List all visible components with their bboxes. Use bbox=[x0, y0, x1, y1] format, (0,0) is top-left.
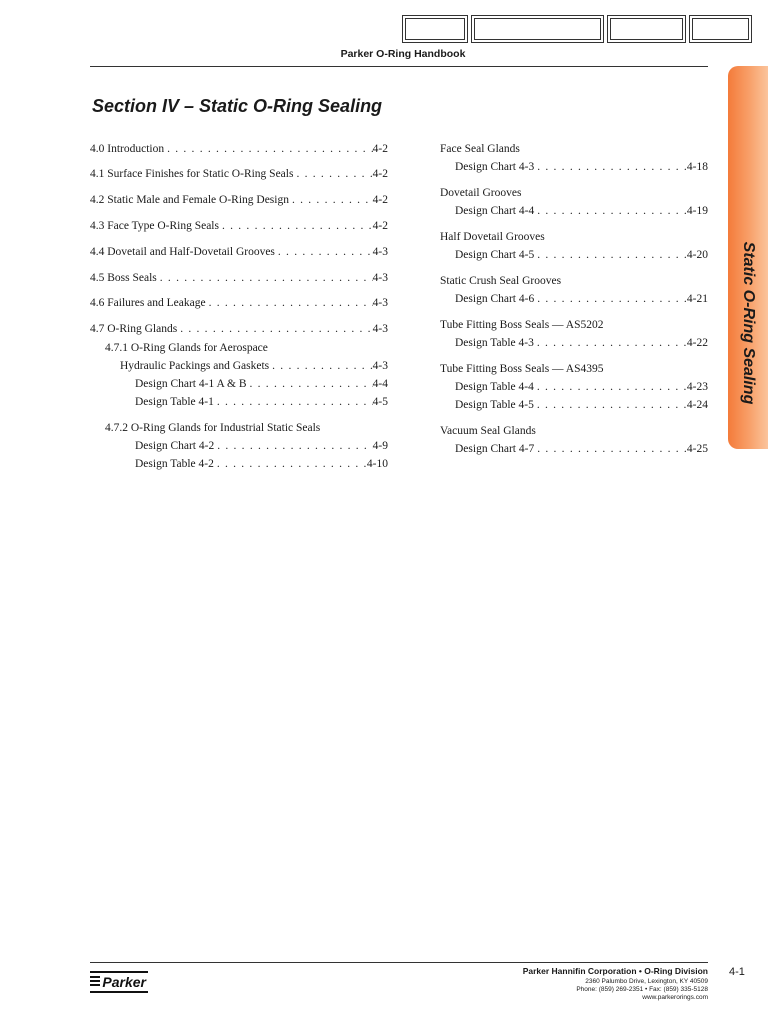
toc-entry-label: Design Chart 4-2 bbox=[135, 440, 215, 452]
leader-dots bbox=[293, 166, 372, 182]
leader-dots bbox=[534, 159, 687, 175]
toc-entry[interactable] bbox=[90, 218, 388, 234]
toc-entry-label: Design Chart 4-3 bbox=[455, 161, 535, 173]
leader-dots bbox=[214, 438, 372, 454]
footer-address: 2360 Palumbo Drive, Lexington, KY 40509 bbox=[585, 978, 708, 985]
toc-entry[interactable] bbox=[120, 358, 388, 374]
toc-entry[interactable] bbox=[90, 192, 388, 208]
section-title: Section IV – Static O-Ring Sealing bbox=[92, 96, 383, 116]
section-side-tab bbox=[728, 66, 768, 449]
toc-entry-label: Design Table 4-4 bbox=[455, 381, 534, 393]
toc-entry-label: Design Chart 4-1 A & B bbox=[135, 378, 247, 390]
toc-entry-label: Design Chart 4-4 bbox=[455, 205, 535, 217]
toc-entry[interactable] bbox=[455, 203, 708, 219]
footer-company: Parker Hannifin Corporation • O-Ring Division bbox=[522, 966, 708, 976]
toc-entry-label: 4.5 Boss Seals bbox=[90, 272, 157, 284]
toc-entry[interactable] bbox=[135, 394, 388, 410]
leader-dots bbox=[534, 379, 687, 395]
toc-entry-label: 4.1 Surface Finishes for Static O-Ring Seals bbox=[90, 168, 294, 180]
leader-dots bbox=[247, 376, 373, 392]
leader-dots bbox=[534, 247, 687, 263]
leader-dots bbox=[214, 394, 373, 410]
toc-entry[interactable] bbox=[455, 291, 708, 307]
toc-subheading[interactable]: 4.7.1 O-Ring Glands for Aerospace bbox=[105, 342, 268, 354]
toc-entry[interactable] bbox=[90, 166, 388, 182]
toc-entry-label: 4.2 Static Male and Female O-Ring Design bbox=[90, 194, 289, 206]
leader-dots bbox=[219, 218, 373, 234]
toc-entry[interactable] bbox=[135, 376, 388, 392]
leader-dots bbox=[157, 270, 373, 286]
toc-entry[interactable] bbox=[455, 379, 708, 395]
toc-group-heading[interactable]: Static Crush Seal Grooves bbox=[440, 275, 562, 287]
toc-entry[interactable] bbox=[90, 244, 388, 260]
toc-group-heading[interactable]: Face Seal Glands bbox=[440, 143, 520, 155]
header-tab-boxes bbox=[402, 15, 752, 45]
leader-dots bbox=[534, 441, 687, 457]
toc-entry-page: 4-25 bbox=[686, 443, 708, 455]
toc-entry-page: 4-3 bbox=[372, 360, 388, 372]
leader-dots bbox=[214, 456, 367, 472]
toc-entry-page: 4-23 bbox=[686, 381, 708, 393]
toc-entry-page: 4-10 bbox=[366, 458, 388, 470]
toc-group-heading[interactable]: Vacuum Seal Glands bbox=[440, 425, 536, 437]
footer-phone: Phone: (859) 269-2351 • Fax: (859) 335-5128 bbox=[576, 986, 708, 993]
toc-entry-page: 4-21 bbox=[686, 293, 708, 305]
toc-entry-label: 4.0 Introduction bbox=[90, 143, 165, 155]
toc-entry[interactable] bbox=[455, 441, 708, 457]
toc-entry-label: 4.3 Face Type O-Ring Seals bbox=[90, 220, 219, 232]
toc-entry[interactable] bbox=[90, 270, 388, 286]
toc-entry[interactable] bbox=[90, 321, 388, 337]
header-tab-box bbox=[689, 15, 752, 43]
header-tab-box bbox=[402, 15, 468, 43]
toc-entry-label: Design Chart 4-6 bbox=[455, 293, 535, 305]
header-tab-box bbox=[607, 15, 686, 43]
toc-entry-page: 4-2 bbox=[372, 143, 388, 155]
leader-dots bbox=[206, 295, 373, 311]
toc-entry-page: 4-3 bbox=[372, 297, 388, 309]
toc-group-heading[interactable]: Tube Fitting Boss Seals — AS4395 bbox=[440, 363, 604, 375]
toc-entry-label: 4.7 O-Ring Glands bbox=[90, 323, 178, 335]
toc-entry-label: Design Chart 4-5 bbox=[455, 249, 535, 261]
toc-entry-label: Design Table 4-3 bbox=[455, 337, 534, 349]
toc-entry[interactable] bbox=[455, 159, 708, 175]
header-tab-box bbox=[471, 15, 604, 43]
leader-dots bbox=[534, 335, 687, 351]
toc-entry-page: 4-3 bbox=[372, 272, 388, 284]
toc-entry-page: 4-4 bbox=[372, 378, 388, 390]
toc-entry-page: 4-9 bbox=[372, 440, 388, 452]
toc-entry-label: Design Table 4-5 bbox=[455, 399, 534, 411]
toc-entry-label: Design Table 4-1 bbox=[135, 396, 214, 408]
footer-rule bbox=[90, 962, 708, 963]
leader-dots bbox=[177, 321, 372, 337]
toc-entry[interactable] bbox=[455, 397, 708, 413]
leader-dots bbox=[534, 291, 687, 307]
toc-entry-page: 4-5 bbox=[372, 396, 388, 408]
toc-entry-page: 4-2 bbox=[372, 194, 388, 206]
toc-entry-page: 4-19 bbox=[686, 205, 708, 217]
toc-entry-page: 4-20 bbox=[686, 249, 708, 261]
toc-entry[interactable] bbox=[455, 335, 708, 351]
parker-logo: Parker bbox=[90, 971, 148, 993]
toc-group-heading[interactable]: Dovetail Grooves bbox=[440, 187, 522, 199]
toc-entry-label: 4.6 Failures and Leakage bbox=[90, 297, 206, 309]
toc-entry-label: Hydraulic Packings and Gaskets bbox=[120, 360, 270, 372]
toc-entry-page: 4-3 bbox=[372, 246, 388, 258]
header-title: Parker O-Ring Handbook bbox=[340, 48, 466, 60]
page-number: 4-1 bbox=[729, 966, 745, 978]
toc-entry-page: 4-2 bbox=[372, 168, 388, 180]
toc-entry[interactable] bbox=[90, 295, 388, 311]
toc-group-heading[interactable]: Half Dovetail Grooves bbox=[440, 231, 545, 243]
leader-dots bbox=[534, 203, 687, 219]
toc-entry-page: 4-22 bbox=[686, 337, 708, 349]
side-tab-label: Static O-Ring Sealing bbox=[740, 241, 757, 405]
leader-dots bbox=[289, 192, 373, 208]
toc-entry-label: Design Table 4-2 bbox=[135, 458, 214, 470]
toc-entry[interactable] bbox=[135, 456, 388, 472]
footer-website[interactable]: www.parkerorings.com bbox=[642, 994, 708, 1001]
toc-entry[interactable] bbox=[455, 247, 708, 263]
leader-dots bbox=[269, 358, 373, 374]
toc-subheading[interactable]: 4.7.2 O-Ring Glands for Industrial Static Seals bbox=[105, 422, 321, 434]
toc-entry-page: 4-18 bbox=[686, 161, 708, 173]
toc-entry-label: 4.4 Dovetail and Half-Dovetail Grooves bbox=[90, 246, 275, 258]
toc-entry-label: Design Chart 4-7 bbox=[455, 443, 535, 455]
header-rule bbox=[90, 66, 708, 67]
toc-entry-page: 4-24 bbox=[686, 399, 708, 411]
leader-dots bbox=[164, 141, 373, 157]
toc-group-heading[interactable]: Tube Fitting Boss Seals — AS5202 bbox=[440, 319, 604, 331]
toc-entry-page: 4-3 bbox=[372, 323, 388, 335]
toc-entry[interactable] bbox=[135, 438, 388, 454]
leader-dots bbox=[534, 397, 687, 413]
toc-entry[interactable] bbox=[90, 141, 388, 157]
leader-dots bbox=[275, 244, 373, 260]
toc-entry-page: 4-2 bbox=[372, 220, 388, 232]
